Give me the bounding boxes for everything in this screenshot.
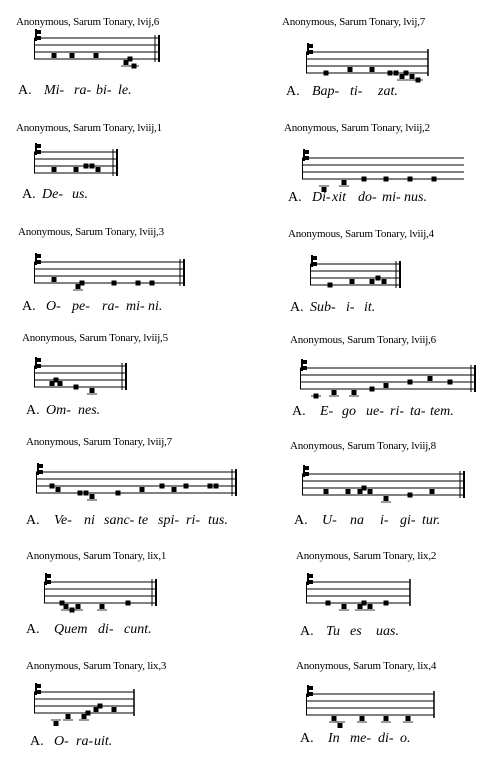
neume-note-icon (84, 164, 89, 169)
clef-notch (308, 692, 313, 696)
neume-note-icon (58, 381, 63, 386)
chant-staff (300, 360, 480, 404)
chant-lyrics (294, 513, 441, 529)
syllable: nus. (404, 190, 427, 205)
excerpt-caption: Anonymous, Sarum Tonary, lviij,2 (284, 122, 430, 134)
c-clef-icon (307, 685, 313, 697)
clef-notch (36, 144, 41, 148)
excerpt-caption: Anonymous, Sarum Tonary, lix,4 (296, 660, 437, 672)
clef-notch (304, 466, 309, 470)
syllable: U- (322, 513, 337, 528)
neume-note-icon (86, 711, 91, 716)
syllable: Om- (46, 403, 71, 418)
clef-notch (38, 464, 43, 468)
excerpt-caption: Anonymous, Sarum Tonary, lviij,6 (290, 334, 436, 346)
neume-note-icon (324, 71, 329, 76)
syllable: cunt. (124, 622, 152, 637)
c-clef-icon (303, 149, 309, 161)
chant-lyrics (26, 622, 152, 638)
neume-note-icon (404, 71, 409, 76)
clef-notch (304, 150, 309, 154)
excerpt-6 (288, 228, 490, 328)
neume-note-icon (150, 281, 155, 286)
clef-notch (38, 470, 43, 474)
clef-notch (302, 366, 307, 370)
excerpt-caption: Anonymous, Sarum Tonary, lviij,3 (18, 226, 164, 238)
excerpt-4 (284, 122, 490, 222)
c-clef-icon (311, 255, 317, 267)
clef-notch (304, 156, 309, 160)
neume-note-icon (90, 164, 95, 169)
antiphon-abbreviation: A. (294, 513, 308, 528)
neume-note-icon (112, 281, 117, 286)
c-clef-icon (35, 357, 41, 369)
syllable: ni. (148, 299, 163, 314)
c-clef-icon (35, 253, 41, 265)
excerpt-caption: Anonymous, Sarum Tonary, lvij,6 (16, 16, 160, 28)
neume-note-icon (326, 601, 331, 606)
neume-note-icon (70, 53, 75, 58)
neume-note-icon (172, 487, 177, 492)
neume-note-icon (136, 281, 141, 286)
neume-note-icon (430, 489, 435, 494)
syllable: bi- (96, 83, 112, 98)
clef-notch (308, 574, 313, 578)
neume-note-icon (112, 707, 117, 712)
chant-lyrics (292, 404, 454, 420)
neume-note-icon (428, 376, 433, 381)
syllable: zat. (378, 84, 398, 99)
neume-note-icon (74, 167, 79, 172)
syllable: spi- (158, 513, 179, 528)
syllable: di- (378, 731, 394, 746)
clef-notch (312, 256, 317, 260)
excerpt-caption: Anonymous, Sarum Tonary, lviij,8 (290, 440, 436, 452)
neume-note-icon (328, 283, 333, 288)
clef-notch (308, 50, 313, 54)
clef-notch (36, 364, 41, 368)
chant-staff (34, 30, 174, 80)
chant-lyrics (22, 299, 163, 315)
neume-note-icon (100, 604, 105, 609)
excerpt-7 (22, 332, 232, 432)
neume-note-icon (384, 383, 389, 388)
neume-note-icon (362, 601, 367, 606)
chant-staff (306, 574, 426, 618)
neume-note-icon (54, 721, 59, 726)
syllable: us. (72, 187, 88, 202)
neume-note-icon (388, 71, 393, 76)
syllable: ri- (186, 513, 200, 528)
c-clef-icon (35, 143, 41, 155)
syllable: O- (54, 734, 69, 749)
neume-note-icon (324, 489, 329, 494)
neume-note-icon (80, 281, 85, 286)
chant-lyrics (300, 731, 411, 747)
neume-note-icon (94, 53, 99, 58)
clef-notch (36, 690, 41, 694)
neume-note-icon (116, 491, 121, 496)
neume-note-icon (362, 486, 367, 491)
antiphon-abbreviation: A. (26, 622, 40, 637)
syllable: uas. (376, 624, 399, 639)
syllable: ra- (102, 299, 120, 314)
neume-note-icon (448, 380, 453, 385)
neume-note-icon (382, 279, 387, 284)
clef-notch (36, 254, 41, 258)
chant-staff (302, 150, 472, 194)
syllable: O- (46, 299, 61, 314)
neume-note-icon (406, 716, 411, 721)
excerpt-caption: Anonymous, Sarum Tonary, lviij,1 (16, 122, 162, 134)
syllable: ra- (74, 83, 92, 98)
neume-note-icon (352, 390, 357, 395)
syllable: i- (346, 300, 355, 315)
syllable: tur. (422, 513, 441, 528)
neume-note-icon (52, 277, 57, 282)
c-clef-icon (301, 359, 307, 371)
syllable: di- (98, 622, 114, 637)
excerpt-14 (296, 660, 490, 760)
antiphon-abbreviation: A. (300, 731, 314, 746)
antiphon-abbreviation: A. (30, 734, 44, 749)
syllable: tem. (430, 404, 454, 419)
neume-note-icon (394, 71, 399, 76)
clef-notch (46, 574, 51, 578)
clef-notch (312, 262, 317, 266)
excerpt-2 (282, 16, 490, 116)
neume-note-icon (90, 388, 95, 393)
neume-note-icon (96, 167, 101, 172)
chant-lyrics (22, 187, 88, 203)
neume-note-icon (370, 279, 375, 284)
syllable: ri- (390, 404, 404, 419)
neume-note-icon (332, 716, 337, 721)
neume-note-icon (384, 496, 389, 501)
neume-note-icon (362, 177, 367, 182)
syllable: gi- (400, 513, 416, 528)
clef-notch (304, 472, 309, 476)
excerpt-12 (296, 550, 490, 650)
antiphon-abbreviation: A. (22, 299, 36, 314)
excerpt-caption: Anonymous, Sarum Tonary, lviij,5 (22, 332, 168, 344)
neume-note-icon (50, 484, 55, 489)
neume-note-icon (408, 380, 413, 385)
antiphon-abbreviation: A. (300, 624, 314, 639)
neume-note-icon (52, 53, 57, 58)
syllable: me- (350, 731, 371, 746)
excerpt-3 (16, 122, 226, 222)
neume-note-icon (342, 604, 347, 609)
excerpt-caption: Anonymous, Sarum Tonary, lviij,4 (288, 228, 434, 240)
syllable: tus. (208, 513, 228, 528)
excerpt-9 (26, 436, 236, 536)
syllable: ra- (76, 734, 94, 749)
neume-note-icon (350, 279, 355, 284)
antiphon-abbreviation: A. (292, 404, 306, 419)
antiphon-abbreviation: A. (18, 83, 32, 98)
clef-notch (36, 260, 41, 264)
neume-note-icon (408, 493, 413, 498)
neume-note-icon (90, 494, 95, 499)
syllable: le. (118, 83, 132, 98)
neume-note-icon (56, 487, 61, 492)
clef-notch (36, 36, 41, 40)
chant-staff (310, 256, 420, 300)
chant-lyrics (286, 84, 398, 100)
clef-notch (36, 358, 41, 362)
neume-note-icon (368, 604, 373, 609)
excerpt-1 (16, 16, 226, 116)
syllable: sanc- (104, 513, 135, 528)
chant-staff (34, 144, 144, 184)
excerpt-caption: Anonymous, Sarum Tonary, lvij,7 (282, 16, 426, 28)
neume-note-icon (370, 387, 375, 392)
syllable: Mi- (44, 83, 65, 98)
syllable: es (350, 624, 362, 639)
excerpt-5 (18, 226, 228, 326)
syllable: Ve- (54, 513, 72, 528)
chant-staff (44, 574, 174, 618)
chant-staff (34, 254, 204, 298)
neume-note-icon (128, 57, 133, 62)
syllable: pe- (72, 299, 90, 314)
syllable: ta- (410, 404, 426, 419)
excerpt-caption: Anonymous, Sarum Tonary, lix,1 (26, 550, 167, 562)
syllable: ti- (350, 84, 363, 99)
antiphon-abbreviation: A. (22, 187, 36, 202)
syllable: xit (332, 190, 346, 205)
neume-note-icon (74, 385, 79, 390)
syllable: ue- (366, 404, 384, 419)
neume-note-icon (384, 716, 389, 721)
clef-notch (308, 580, 313, 584)
neume-note-icon (64, 604, 69, 609)
excerpt-13 (26, 660, 236, 760)
syllable: Bap- (312, 84, 340, 99)
syllable: uit. (94, 734, 113, 749)
syllable: mi- (126, 299, 145, 314)
clef-notch (302, 360, 307, 364)
syllable: Quem (54, 622, 88, 637)
excerpt-8 (290, 334, 490, 434)
neume-note-icon (370, 67, 375, 72)
neume-note-icon (348, 67, 353, 72)
neume-note-icon (184, 484, 189, 489)
neume-note-icon (160, 484, 165, 489)
c-clef-icon (45, 573, 51, 585)
chant-staff (34, 684, 154, 728)
neume-note-icon (214, 484, 219, 489)
chant-lyrics (18, 83, 132, 99)
neume-note-icon (376, 276, 381, 281)
syllable: na (350, 513, 364, 528)
neume-note-icon (342, 180, 347, 185)
syllable: Di- (312, 190, 331, 205)
syllable: do- (358, 190, 377, 205)
chant-staff (306, 686, 446, 736)
syllable: i- (380, 513, 389, 528)
syllable: o. (400, 731, 411, 746)
neume-note-icon (410, 74, 415, 79)
neume-note-icon (384, 601, 389, 606)
antiphon-abbreviation: A. (26, 513, 40, 528)
chant-lyrics (290, 300, 376, 316)
neume-note-icon (338, 723, 343, 728)
chant-staff (34, 358, 154, 402)
antiphon-abbreviation: A. (286, 84, 300, 99)
excerpt-caption: Anonymous, Sarum Tonary, lix,3 (26, 660, 167, 672)
syllable: te (138, 513, 149, 528)
neume-note-icon (408, 177, 413, 182)
chant-staff (302, 466, 482, 510)
clef-notch (308, 686, 313, 690)
excerpt-caption: Anonymous, Sarum Tonary, lix,2 (296, 550, 437, 562)
antiphon-abbreviation: A. (288, 190, 302, 205)
syllable: go (342, 404, 356, 419)
excerpt-10 (290, 440, 490, 540)
c-clef-icon (303, 465, 309, 477)
neume-note-icon (66, 714, 71, 719)
chant-lyrics (288, 190, 427, 206)
c-clef-icon (307, 43, 313, 55)
syllable: ni (84, 513, 95, 528)
syllable: De- (42, 187, 63, 202)
neume-note-icon (360, 716, 365, 721)
c-clef-icon (307, 573, 313, 585)
clef-notch (36, 150, 41, 154)
clef-notch (308, 44, 313, 48)
clef-notch (36, 684, 41, 688)
chant-lyrics (26, 513, 228, 529)
syllable: E- (320, 404, 334, 419)
syllable: Tu (326, 624, 341, 639)
neume-note-icon (84, 491, 89, 496)
syllable: it. (364, 300, 376, 315)
syllable: mi- (382, 190, 401, 205)
neume-note-icon (98, 704, 103, 709)
antiphon-abbreviation: A. (290, 300, 304, 315)
clef-notch (46, 580, 51, 584)
c-clef-icon (37, 463, 43, 475)
neume-note-icon (208, 484, 213, 489)
syllable: In (328, 731, 340, 746)
neume-note-icon (78, 491, 83, 496)
neume-note-icon (140, 487, 145, 492)
neume-note-icon (368, 489, 373, 494)
neume-note-icon (346, 489, 351, 494)
excerpt-caption: Anonymous, Sarum Tonary, lviij,7 (26, 436, 172, 448)
neume-note-icon (126, 601, 131, 606)
chant-lyrics (300, 624, 399, 640)
neume-note-icon (384, 177, 389, 182)
clef-notch (36, 30, 41, 34)
excerpt-11 (26, 550, 236, 650)
antiphon-abbreviation: A. (26, 403, 40, 418)
neume-note-icon (52, 167, 57, 172)
chant-staff (36, 464, 246, 508)
c-clef-icon (35, 29, 41, 41)
neume-note-icon (332, 390, 337, 395)
neume-note-icon (76, 604, 81, 609)
c-clef-icon (35, 683, 41, 695)
neume-note-icon (432, 177, 437, 182)
syllable: nes. (78, 403, 101, 418)
syllable: Sub- (310, 300, 336, 315)
chant-lyrics (30, 734, 113, 750)
chant-lyrics (26, 403, 101, 419)
